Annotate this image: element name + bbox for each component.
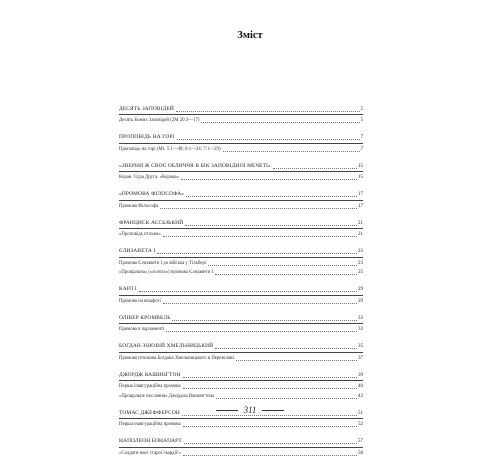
toc-page-number: 52 xyxy=(358,422,363,427)
toc-section-heading[interactable] xyxy=(119,435,363,448)
toc-leader-dots xyxy=(166,331,357,332)
toc-section-title: ОЛІВЕР КРОМВЕЛЬ xyxy=(119,314,171,321)
toc-section xyxy=(119,216,363,239)
toc-leader-dots xyxy=(160,208,357,209)
toc-section-heading[interactable] xyxy=(119,159,363,172)
toc-page-number: 23 xyxy=(358,260,363,266)
toc-page-number: 33 xyxy=(358,327,363,332)
toc-entry[interactable] xyxy=(119,450,363,458)
toc-leader-dots xyxy=(183,426,357,427)
toc-entry[interactable] xyxy=(119,203,363,211)
toc-page-number: 25 xyxy=(358,270,363,275)
toc-page-number: 58 xyxy=(358,450,363,456)
toc-leader-dots xyxy=(177,139,360,140)
toc-section xyxy=(119,102,363,125)
toc-page-number: 21 xyxy=(358,220,363,226)
toc-section xyxy=(119,283,363,306)
toc-section xyxy=(119,159,363,182)
toc-leader-dots xyxy=(172,320,357,321)
toc-entry[interactable] xyxy=(119,117,363,125)
toc-section xyxy=(119,245,363,277)
toc-section-title: ДЕСЯТЬ ЗАПОВІДЕЙ xyxy=(119,105,174,112)
toc-page-number: 29 xyxy=(358,287,363,292)
toc-entry[interactable] xyxy=(119,355,363,363)
toc-entry-title: Перша інавгураційна промова xyxy=(119,384,181,389)
toc-entry-title: Перша інавгураційна промова xyxy=(119,422,181,427)
toc-page-number: 35 xyxy=(358,344,363,349)
toc-leader-dots xyxy=(185,225,357,226)
footer-rule-left xyxy=(216,410,238,411)
toc-entry-title: Промова гетьмана Богдана Хмельницького в Переяславі xyxy=(119,355,234,361)
toc-entry[interactable] xyxy=(119,231,363,239)
page-title: Зміст xyxy=(237,30,263,41)
toc-entry-title: Промова Єлизавети I до війська у Тільбері xyxy=(119,260,207,266)
toc-page-number: 17 xyxy=(358,203,363,209)
toc-entry[interactable] xyxy=(119,174,363,182)
toc-section-heading[interactable] xyxy=(119,131,363,144)
toc-entry-title: Промова Філософа xyxy=(119,203,158,209)
toc-section-heading[interactable] xyxy=(119,368,363,381)
toc-section xyxy=(119,340,363,363)
toc-page-number: 21 xyxy=(358,232,363,237)
toc-leader-dots xyxy=(163,303,357,304)
toc-leader-dots xyxy=(215,348,357,349)
toc-section xyxy=(119,131,363,154)
toc-section-title: ТОМАС ДЖЕФФЕРСОН xyxy=(119,409,180,416)
toc-section xyxy=(119,311,363,334)
toc-page-number: 37 xyxy=(358,355,363,361)
toc-leader-dots xyxy=(139,291,357,292)
toc-page-number: 7 xyxy=(360,135,363,140)
toc-leader-dots xyxy=(273,168,357,169)
toc-leader-dots xyxy=(201,122,359,123)
toc-section xyxy=(119,188,363,211)
toc-leader-dots xyxy=(208,265,357,266)
toc-page-number: 17 xyxy=(358,192,363,197)
toc-section-heading[interactable] xyxy=(119,340,363,353)
toc-section-title: ДЖОРДЖ ВАШИНГТОН xyxy=(119,371,181,378)
toc-entry[interactable] xyxy=(119,260,363,268)
toc-page-number: 33 xyxy=(358,315,363,321)
page-number: 311 xyxy=(243,405,257,415)
toc-section-title: ФРАНЦИСК АССЬЗЬКИЙ xyxy=(119,219,184,226)
toc-section-title: ПРОПОВІДЬ НА ГОРІ xyxy=(119,134,175,140)
toc-page-number: 15 xyxy=(358,175,363,180)
footer-rule-right xyxy=(262,410,284,411)
toc-section-title: БОГДАН ЗІНОВІЙ ХМЕЛЬНИЦЬКИЙ xyxy=(119,343,214,349)
toc-entry-title: «Прощальна» («золота») промова Єлизавети I xyxy=(119,270,214,275)
toc-page-number: 43 xyxy=(358,393,363,399)
toc-page-number: 51 xyxy=(358,410,363,416)
toc-page-number: 5 xyxy=(360,106,363,112)
toc-section-title: «ПРОМОВА ФІЛОСОФА» xyxy=(119,191,185,197)
toc-section-heading[interactable] xyxy=(119,216,363,229)
toc-entry-title: «Проповідь птахам» xyxy=(119,232,161,237)
toc-leader-dots xyxy=(216,398,357,399)
toc-leader-dots xyxy=(176,111,360,112)
toc-entry[interactable] xyxy=(119,421,363,429)
toc-page-number: 29 xyxy=(358,298,363,304)
toc-section xyxy=(119,368,363,400)
toc-section-title: НАПОЛЕОН БОНАПАРТ xyxy=(119,438,182,444)
toc-entry-title: Коран. Сура Друга. «Корова» xyxy=(119,175,179,180)
toc-section-heading[interactable] xyxy=(119,102,363,115)
toc-leader-dots xyxy=(215,274,357,275)
toc-page-number: 23 xyxy=(358,249,363,254)
toc-leader-dots xyxy=(157,253,357,254)
page-footer xyxy=(0,405,500,415)
toc-section-title: ЄЛИЗАВЕТА І xyxy=(119,248,156,254)
toc-entry-title: Промова в парламенті xyxy=(119,327,165,332)
toc-leader-dots xyxy=(183,388,357,389)
toc-page-number: 39 xyxy=(358,372,363,378)
toc-entry-title: Десять Божих Заповідей (2М 20:3—17) xyxy=(119,118,200,123)
toc-entry-title: Промова на ешафоті xyxy=(119,298,161,304)
toc-entry[interactable] xyxy=(119,146,363,154)
toc-section-heading[interactable] xyxy=(119,245,363,258)
toc-leader-dots xyxy=(186,196,357,197)
toc-leader-dots xyxy=(184,443,357,444)
toc-section-title: «ЗВЕРНИ Ж СВОЄ ОБЛИЧЧЯ В БІК ЗАПОВІДНОЇ МЕЧЕТІ» xyxy=(119,162,271,169)
toc-entry[interactable] xyxy=(119,393,363,401)
toc-entry[interactable] xyxy=(119,269,363,277)
toc-section-title: КАРЛ І xyxy=(119,286,137,292)
toc-leader-dots xyxy=(183,377,357,378)
toc-page-number: 40 xyxy=(358,384,363,389)
toc-section-heading[interactable] xyxy=(119,188,363,201)
toc-entry-title: «Солдати моєї старої гвардії!» xyxy=(119,450,182,456)
toc-section xyxy=(119,435,363,458)
toc-leader-dots xyxy=(223,151,360,152)
toc-leader-dots xyxy=(181,179,357,180)
toc-page-number: 5 xyxy=(360,118,363,123)
toc-page-number: 15 xyxy=(358,163,363,169)
toc-leader-dots xyxy=(163,236,357,237)
toc-entry-title: «Прощальне послання» Джорджа Вашингтона xyxy=(119,393,215,399)
toc-entry[interactable] xyxy=(119,298,363,306)
toc-entry[interactable] xyxy=(119,326,363,334)
toc-page-number: 57 xyxy=(358,439,363,444)
toc-entry[interactable] xyxy=(119,383,363,391)
toc-section-heading[interactable] xyxy=(119,311,363,324)
toc-section-heading[interactable] xyxy=(119,283,363,296)
toc-page-number: 7 xyxy=(360,146,363,152)
toc-leader-dots xyxy=(236,360,357,361)
toc-entry-title: Проповідь на горі (Мт. 5:1—48; 6:1—34; 7:1—29) xyxy=(119,146,221,152)
toc-leader-dots xyxy=(183,455,357,456)
